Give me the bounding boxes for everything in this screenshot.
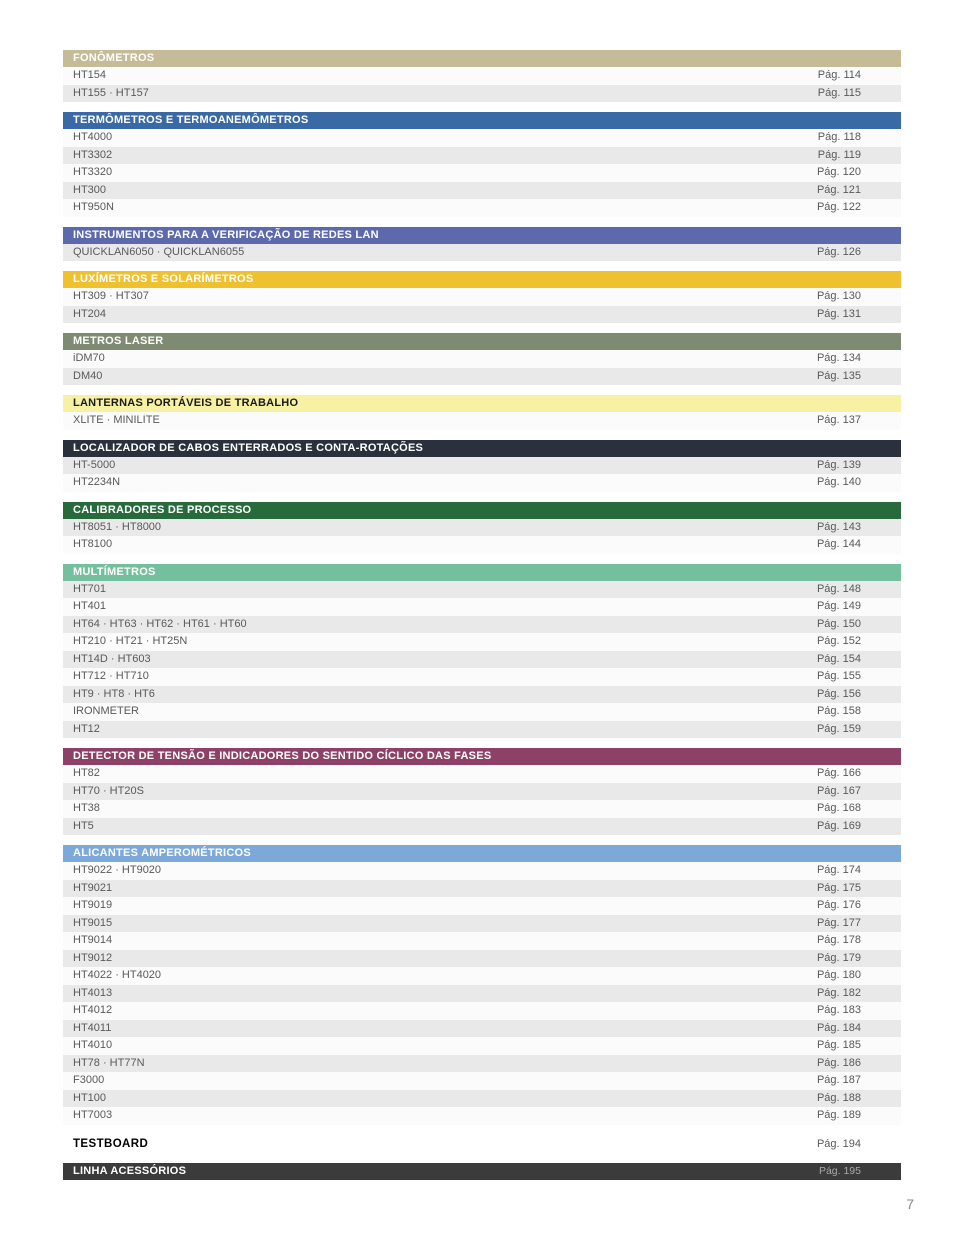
model-names: HT70 · HT20S: [73, 784, 144, 797]
toc-row: [63, 721, 901, 739]
page-ref: Pág. 184: [816, 1021, 861, 1034]
toc-section: [63, 748, 901, 835]
toc-row: [63, 350, 901, 368]
section-header: [63, 440, 901, 457]
page-ref: Pág. 168: [816, 802, 861, 814]
model-names: QUICKLAN6050 · QUICKLAN6055: [73, 245, 245, 258]
model-names: HT5: [73, 819, 94, 832]
section-header: [63, 271, 901, 288]
model-names: HT950N: [73, 201, 114, 213]
section-title: MULTÍMETROS: [73, 565, 156, 578]
model-names: HT2234N: [73, 476, 121, 488]
page-ref: Pág. 179: [816, 951, 861, 964]
section-header: [63, 227, 901, 244]
page-ref: Pág. 115: [817, 86, 861, 99]
model-names: HT9022 · HT9020: [73, 864, 162, 876]
model-names: HT4012: [73, 1004, 113, 1016]
page-ref: Pág. 148: [816, 582, 861, 595]
toc-section: [63, 50, 901, 102]
toc-row: [63, 85, 901, 103]
model-names: HT9014: [73, 934, 113, 946]
model-names: HT4000: [73, 131, 113, 143]
section-title: ALICANTES AMPEROMÉTRICOS: [73, 847, 251, 859]
section-title: TESTBOARD: [73, 1137, 149, 1150]
table-of-contents: [63, 50, 901, 1190]
page-ref: Pág. 189: [816, 1109, 861, 1121]
model-names: HT78 · HT77N: [73, 1056, 145, 1069]
section-title: TERMÔMETROS E TERMOANEMÔMETROS: [73, 114, 309, 126]
toc-row: [63, 1090, 901, 1108]
page-ref: Pág. 122: [816, 201, 861, 213]
page-ref: Pág. 114: [817, 69, 861, 81]
toc-row: [63, 147, 901, 165]
toc-row: [63, 1037, 901, 1055]
model-names: IRONMETER: [73, 705, 139, 717]
page-ref: Pág. 121: [816, 183, 861, 196]
model-names: HT4022 · HT4020: [73, 969, 162, 981]
toc-row: [63, 244, 901, 262]
toc-row: [63, 129, 901, 147]
toc-row: [63, 182, 901, 200]
toc-row: [63, 783, 901, 801]
section-title: LINHA ACESSÓRIOS: [73, 1164, 187, 1177]
toc-row: [63, 967, 901, 985]
section-header: [63, 1163, 901, 1180]
model-names: HT-5000: [73, 458, 116, 471]
section-title: FONÔMETROS: [73, 52, 155, 64]
page-ref: Pág. 166: [816, 767, 861, 779]
toc-row: [63, 1020, 901, 1038]
toc-row: [63, 932, 901, 950]
toc-row: [63, 950, 901, 968]
page-ref: Pág. 130: [816, 290, 861, 302]
page-ref: Pág. 144: [816, 538, 861, 550]
model-names: HT9 · HT8 · HT6: [73, 687, 155, 700]
section-header: [63, 50, 901, 67]
toc-row: [63, 800, 901, 818]
model-names: HT154: [73, 69, 107, 81]
model-names: HT9015: [73, 916, 113, 929]
model-names: HT14D · HT603: [73, 652, 151, 665]
toc-section: [63, 333, 901, 385]
page-ref: Pág. 180: [816, 969, 861, 981]
toc-row: [63, 651, 901, 669]
model-names: HT401: [73, 600, 107, 612]
toc-row: [63, 985, 901, 1003]
toc-section: [63, 564, 901, 739]
toc-section: [63, 271, 901, 323]
toc-row: [63, 1055, 901, 1073]
toc-row: [63, 1002, 901, 1020]
toc-row: [63, 164, 901, 182]
page-ref: Pág. 139: [816, 458, 861, 471]
model-names: HT9021: [73, 881, 113, 894]
section-header: [63, 845, 901, 862]
model-names: HT3320: [73, 166, 113, 178]
toc-row: [63, 412, 901, 430]
model-names: HT7003: [73, 1109, 113, 1121]
page-ref: Pág. 194: [816, 1137, 861, 1150]
page-ref: Pág. 188: [816, 1091, 861, 1104]
toc-row: [63, 67, 901, 85]
toc-row: [63, 1072, 901, 1090]
toc-row: [63, 818, 901, 836]
model-names: HT8100: [73, 538, 113, 550]
toc-section: [63, 440, 901, 492]
toc-row: [63, 457, 901, 475]
model-names: HT300: [73, 183, 107, 196]
page-ref: Pág. 177: [816, 916, 861, 929]
model-names: HT38: [73, 802, 100, 814]
page-ref: Pág. 178: [816, 934, 861, 946]
toc-section: [63, 1137, 901, 1151]
page-ref: Pág. 137: [816, 414, 861, 426]
page-ref: Pág. 176: [816, 899, 861, 911]
section-header: [63, 333, 901, 350]
toc-section: [63, 502, 901, 554]
page-ref: Pág. 169: [816, 819, 861, 832]
toc-plain-section: [63, 1137, 901, 1151]
toc-section: [63, 845, 901, 1125]
toc-row: [63, 765, 901, 783]
model-names: HT8051 · HT8000: [73, 520, 162, 533]
page-ref: Pág. 156: [816, 687, 861, 700]
page-ref: Pág. 158: [816, 705, 861, 717]
toc-section: [63, 1163, 901, 1180]
model-names: HT4010: [73, 1039, 113, 1051]
toc-row: [63, 536, 901, 554]
model-names: HT712 · HT710: [73, 670, 149, 682]
section-header: [63, 748, 901, 765]
model-names: HT82: [73, 767, 100, 779]
page-ref: Pág. 155: [816, 670, 861, 682]
toc-row: [63, 668, 901, 686]
model-names: HT210 · HT21 · HT25N: [73, 635, 188, 647]
model-names: HT155 · HT157: [73, 86, 149, 99]
page-ref: Pág. 152: [816, 635, 861, 647]
page-ref: Pág. 149: [816, 600, 861, 612]
model-names: DM40: [73, 369, 103, 382]
model-names: XLITE · MINILITE: [73, 414, 160, 426]
model-names: HT64 · HT63 · HT62 · HT61 · HT60: [73, 617, 247, 630]
section-title: INSTRUMENTOS PARA A VERIFICAÇÃO DE REDES LAN: [73, 228, 379, 241]
toc-row: [63, 897, 901, 915]
section-title: LANTERNAS PORTÁVEIS DE TRABALHO: [73, 397, 299, 409]
toc-row: [63, 519, 901, 537]
section-title: LUXÍMETROS E SOLARÍMETROS: [73, 273, 254, 285]
toc-row: [63, 880, 901, 898]
page-ref: Pág. 174: [816, 864, 861, 876]
page-ref: Pág. 118: [817, 131, 861, 143]
toc-section: [63, 227, 901, 262]
page-ref: Pág. 126: [816, 245, 861, 258]
model-names: HT4011: [73, 1021, 112, 1034]
page-ref: Pág. 195: [818, 1164, 861, 1177]
model-names: HT309 · HT307: [73, 290, 149, 302]
model-names: HT9019: [73, 899, 113, 911]
page-ref: Pág. 187: [816, 1074, 861, 1086]
page-ref: Pág. 182: [816, 986, 861, 999]
page-ref: Pág. 154: [816, 652, 861, 665]
section-header: [63, 564, 901, 581]
page-ref: Pág. 159: [816, 722, 861, 735]
page-ref: Pág. 135: [816, 369, 861, 382]
page-ref: Pág. 143: [816, 520, 861, 533]
toc-row: [63, 368, 901, 386]
page-ref: Pág. 185: [816, 1039, 861, 1051]
toc-section: [63, 112, 901, 217]
toc-row: [63, 288, 901, 306]
toc-section: [63, 395, 901, 430]
page-ref: Pág. 140: [816, 476, 861, 488]
page-ref: Pág. 131: [816, 307, 861, 320]
section-title: CALIBRADORES DE PROCESSO: [73, 503, 252, 516]
page-ref: Pág. 119: [817, 148, 861, 161]
section-title: DETECTOR DE TENSÃO E INDICADORES DO SENTIDO CÍCLICO DAS FASES: [73, 750, 492, 762]
toc-row: [63, 199, 901, 217]
toc-row: [63, 306, 901, 324]
toc-row: [63, 633, 901, 651]
page-ref: Pág. 120: [816, 166, 861, 178]
toc-row: [63, 1107, 901, 1125]
model-names: HT3302: [73, 148, 113, 161]
toc-row: [63, 616, 901, 634]
toc-row: [63, 862, 901, 880]
model-names: HT204: [73, 307, 107, 320]
page-number: 7: [906, 1196, 914, 1212]
section-header: [63, 112, 901, 129]
model-names: F3000: [73, 1074, 105, 1086]
section-title: METROS LASER: [73, 335, 164, 347]
section-header: [63, 395, 901, 412]
model-names: HT701: [73, 582, 107, 595]
page-ref: Pág. 167: [816, 784, 861, 797]
toc-row: [63, 598, 901, 616]
toc-row: [63, 686, 901, 704]
toc-row: [63, 915, 901, 933]
toc-row: [63, 703, 901, 721]
toc-row: [63, 581, 901, 599]
model-names: HT100: [73, 1091, 107, 1104]
page-ref: Pág. 134: [816, 352, 861, 364]
page-ref: Pág. 150: [816, 617, 861, 630]
model-names: iDM70: [73, 352, 105, 364]
page-ref: Pág. 175: [816, 881, 861, 894]
page-ref: Pág. 183: [816, 1004, 861, 1016]
model-names: HT9012: [73, 951, 113, 964]
model-names: HT12: [73, 722, 100, 735]
toc-row: [63, 474, 901, 492]
section-header: [63, 502, 901, 519]
section-title: LOCALIZADOR DE CABOS ENTERRADOS E CONTA-ROTAÇÕES: [73, 441, 424, 454]
model-names: HT4013: [73, 986, 113, 999]
page-ref: Pág. 186: [816, 1056, 861, 1069]
